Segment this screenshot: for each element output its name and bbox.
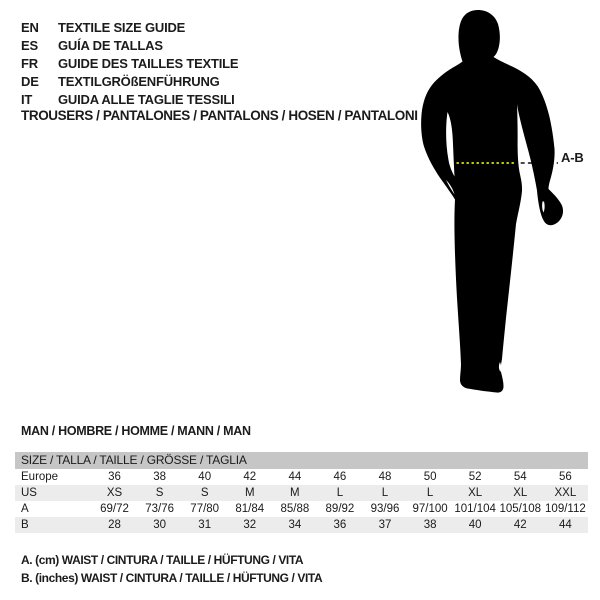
language-label: TEXTILE SIZE GUIDE xyxy=(58,20,186,35)
cell: 105/108 xyxy=(499,503,542,515)
table-row-us xyxy=(15,485,588,501)
cell: 32 xyxy=(227,517,272,533)
size-table xyxy=(15,452,588,533)
cell: 109/112 xyxy=(545,503,586,515)
language-label: GUIDA ALLE TAGLIE TESSILI xyxy=(58,92,235,107)
cell: 73/76 xyxy=(145,503,174,515)
cell: 50 xyxy=(423,471,437,483)
cell: 46 xyxy=(333,471,347,483)
cell: 44 xyxy=(288,471,302,483)
cell: 93/96 xyxy=(370,503,400,515)
measurement-footnotes xyxy=(21,552,322,587)
cell: S xyxy=(137,485,182,501)
language-row-fr xyxy=(21,55,238,73)
cell: XL xyxy=(453,485,498,501)
table-row-a-cm xyxy=(15,501,588,517)
row-label: Europe xyxy=(21,471,59,483)
cell: 54 xyxy=(513,471,527,483)
row-label: B xyxy=(15,517,92,533)
cell: XXL xyxy=(543,485,588,501)
language-label: GUÍA DE TALLAS xyxy=(58,38,163,53)
cell: 101/104 xyxy=(454,503,496,515)
cell: 56 xyxy=(558,471,572,483)
cell: L xyxy=(362,485,407,501)
cell: M xyxy=(227,485,272,501)
language-row-it xyxy=(21,91,238,109)
cell: 28 xyxy=(92,517,137,533)
cell: 85/88 xyxy=(280,503,310,515)
cell: 81/84 xyxy=(235,503,265,515)
cell: 38 xyxy=(408,517,453,533)
cell: 34 xyxy=(272,517,317,533)
language-row-es xyxy=(21,37,238,55)
cell: 69/72 xyxy=(100,503,129,515)
section-title-man: MAN / HOMBRE / HOMME / MANN / MAN xyxy=(21,424,251,438)
cell: 44 xyxy=(543,517,588,533)
language-row-de xyxy=(21,73,238,91)
language-list xyxy=(21,19,238,109)
language-label: TEXTILGRÖßENFÜHRUNG xyxy=(58,74,220,89)
footnote-b: B. (inches) WAIST / CINTURA / TAILLE / HÜFTUNG / VITA xyxy=(21,570,323,585)
cell: 42 xyxy=(498,517,543,533)
measurement-ab-label: A-B xyxy=(561,150,584,165)
cell: 40 xyxy=(198,471,212,483)
cell: 97/100 xyxy=(412,503,448,515)
language-code: ES xyxy=(21,38,38,53)
cell: M xyxy=(272,485,317,501)
cell: 52 xyxy=(468,471,482,483)
man-silhouette-figure xyxy=(390,0,600,420)
cell: 77/80 xyxy=(190,503,220,515)
size-table-header-row xyxy=(15,452,588,469)
language-code: IT xyxy=(21,92,33,107)
cell: 48 xyxy=(378,471,392,483)
language-row-en xyxy=(21,19,238,37)
cell: 38 xyxy=(153,471,167,483)
cell: 40 xyxy=(453,517,498,533)
language-code: EN xyxy=(21,20,39,35)
language-label: GUIDE DES TAILLES TEXTILE xyxy=(58,56,239,71)
cell: 36 xyxy=(108,471,121,483)
cell: XS xyxy=(92,485,137,501)
garment-title: TROUSERS / PANTALONES / PANTALONS / HOSEN / PANTALONI xyxy=(21,108,418,123)
cell: 89/92 xyxy=(325,503,355,515)
man-silhouette xyxy=(421,10,563,393)
row-label: US xyxy=(15,485,92,501)
language-code: DE xyxy=(21,74,39,89)
table-row-b-inches xyxy=(15,517,588,533)
row-label: A xyxy=(21,503,29,515)
footnote-a: A. (cm) WAIST / CINTURA / TAILLE / HÜFTUNG / VITA xyxy=(21,553,304,567)
cell: 30 xyxy=(137,517,182,533)
size-table-header: SIZE / TALLA / TAILLE / GRÖSSE / TAGLIA xyxy=(15,452,588,469)
language-code: FR xyxy=(21,56,38,71)
cell: XL xyxy=(498,485,543,501)
cell: L xyxy=(317,485,362,501)
table-row-europe xyxy=(15,469,588,485)
cell: S xyxy=(182,485,227,501)
cell: 31 xyxy=(182,517,227,533)
cell: 37 xyxy=(362,517,407,533)
cell: L xyxy=(408,485,453,501)
cell: 36 xyxy=(317,517,362,533)
cell: 42 xyxy=(243,471,257,483)
